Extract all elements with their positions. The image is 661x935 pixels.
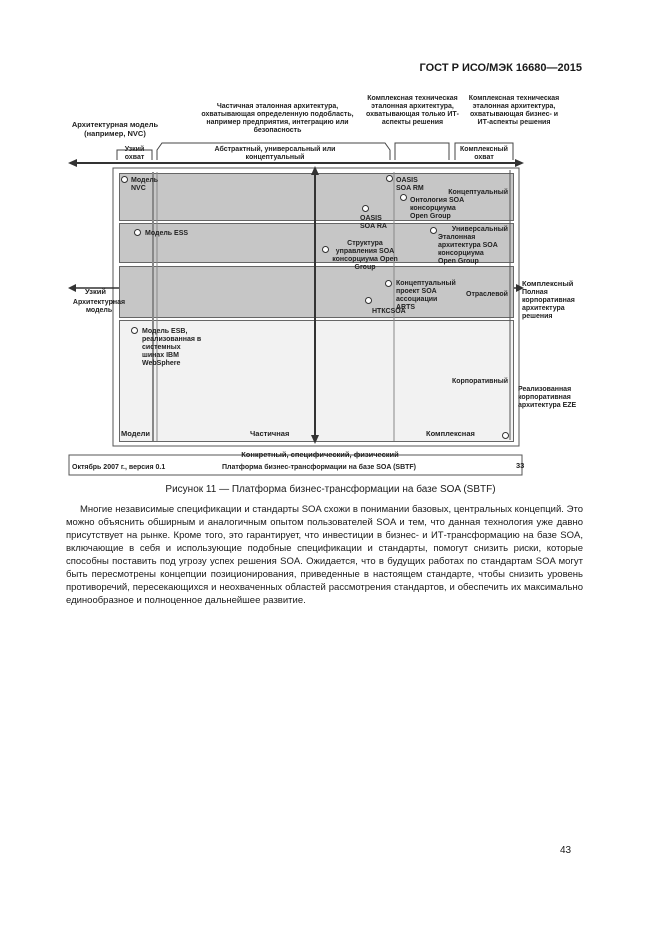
footer-right: 33 xyxy=(516,461,525,470)
row-reflective: Отраслевой xyxy=(466,291,508,298)
item-arts: Концептуальный проект SOA ассоциации ARTS xyxy=(396,280,456,311)
column-complex: Комплексная xyxy=(426,429,475,438)
top-label-arch-model: Архитектурная модель (например, NVC) xyxy=(71,120,159,138)
marker-icon xyxy=(502,432,509,439)
item-ref-arch: Эталонная архитектура SOA консорциума Open Group xyxy=(438,234,498,265)
standard-header: ГОСТ Р ИСО/МЭК 16680—2015 xyxy=(419,62,582,74)
row-corporate: Корпоративный xyxy=(451,378,508,385)
scope-narrow: Узкий охват xyxy=(124,146,145,161)
row-conceptual: Концептуальный xyxy=(448,189,508,196)
top-label-complex-tech-2: Комплексная техническая эталонная архитектура, охватывающая бизнес- и ИТ-аспекты решения xyxy=(468,95,560,126)
column-partial: Частичная xyxy=(250,429,290,438)
marker-icon xyxy=(385,280,392,287)
item-nvc: Модель NVC xyxy=(131,177,159,192)
bottom-axis-concrete: Конкретный, специфический, физический xyxy=(241,450,399,459)
marker-icon xyxy=(121,176,128,183)
item-gov: Структура управления SOA консорциума Open Group xyxy=(332,240,398,271)
marker-icon xyxy=(134,229,141,236)
marker-icon xyxy=(430,227,437,234)
item-ntkcsoa: НТКСSOA xyxy=(372,308,406,315)
marker-icon xyxy=(365,297,372,304)
axis-right-realized: Реализованная корпоративная архитектура EZE xyxy=(518,386,577,409)
item-ontology: Онтология SOA консорциума Open Group xyxy=(410,197,464,220)
scope-complex: Комплексный охват xyxy=(460,146,508,161)
column-models: Модели xyxy=(121,429,151,438)
item-esb: Модель ESB, реализованная в системных шинах IBM WebSphere xyxy=(142,328,202,367)
item-ess: Модель ESS xyxy=(145,230,189,237)
marker-icon xyxy=(400,194,407,201)
item-oasis-ra: OASIS SOA RA xyxy=(360,215,387,230)
marker-icon xyxy=(386,175,393,182)
scope-abstract: Абстрактный, универсальный или концептуальный xyxy=(214,146,336,161)
top-label-complex-tech-1: Комплексная техническая эталонная архитектура, охватывающая только ИТ-аспекты решения xyxy=(366,95,459,126)
row-universal: Универсальный xyxy=(451,226,508,233)
top-label-partial: Частичная эталонная архитектура, охватывающая определенную подобласть, например предприятия, интеграцию или безопасность xyxy=(201,103,354,134)
marker-icon xyxy=(362,205,369,212)
page-number: 43 xyxy=(560,845,572,856)
axis-right-full-arch: Полная корпоративная архитектура решения xyxy=(522,289,575,320)
marker-icon xyxy=(322,246,329,253)
body-text xyxy=(66,503,583,607)
axis-left-narrow: Узкий xyxy=(85,287,106,296)
footer-left: Октябрь 2007 г., версия 0.1 xyxy=(72,464,166,471)
figure-caption: Рисунок 11 — Платформа бизнес-трансформации на базе SOA (SBTF) xyxy=(165,484,496,495)
footer-center: Платформа бизнес-трансформации на базе SOA (SBTF) xyxy=(222,464,417,471)
item-oasis-rm: OASIS SOA RM xyxy=(396,177,424,192)
marker-icon xyxy=(131,327,138,334)
paragraph: Многие независимые спецификации и стандарты SOA схожи в понимании базовых, центральных концепций. Это можно объяснить обширным и аналогичным опытом пользователей SOA и тем, что данная технология уже давно присутствует на рынке. Кроме того, это гарантирует, что инвестиции в бизнес- и ИТ-трансформацию на базе SOA, включающие в себя и использующие подобные спецификации и стандарты, помогут снизить риски, которые способны поставить под угрозу успех решения SOA. Ожидается, что в будущих работах по стандартам SOA могут быть пересмотрены концепции позиционирования, приведенные в настоящем стандарте, чтобы снизить уровень противоречий, пересекающихся и неохваченных областей рассмотрения стандартов, и обеспечить их максимально единообразное и полноценное дальнейшее развитие. xyxy=(66,504,583,606)
axis-left-arch-model: Архитектурная модель xyxy=(72,299,126,314)
axis-right-complex: Комплексный xyxy=(522,279,574,288)
